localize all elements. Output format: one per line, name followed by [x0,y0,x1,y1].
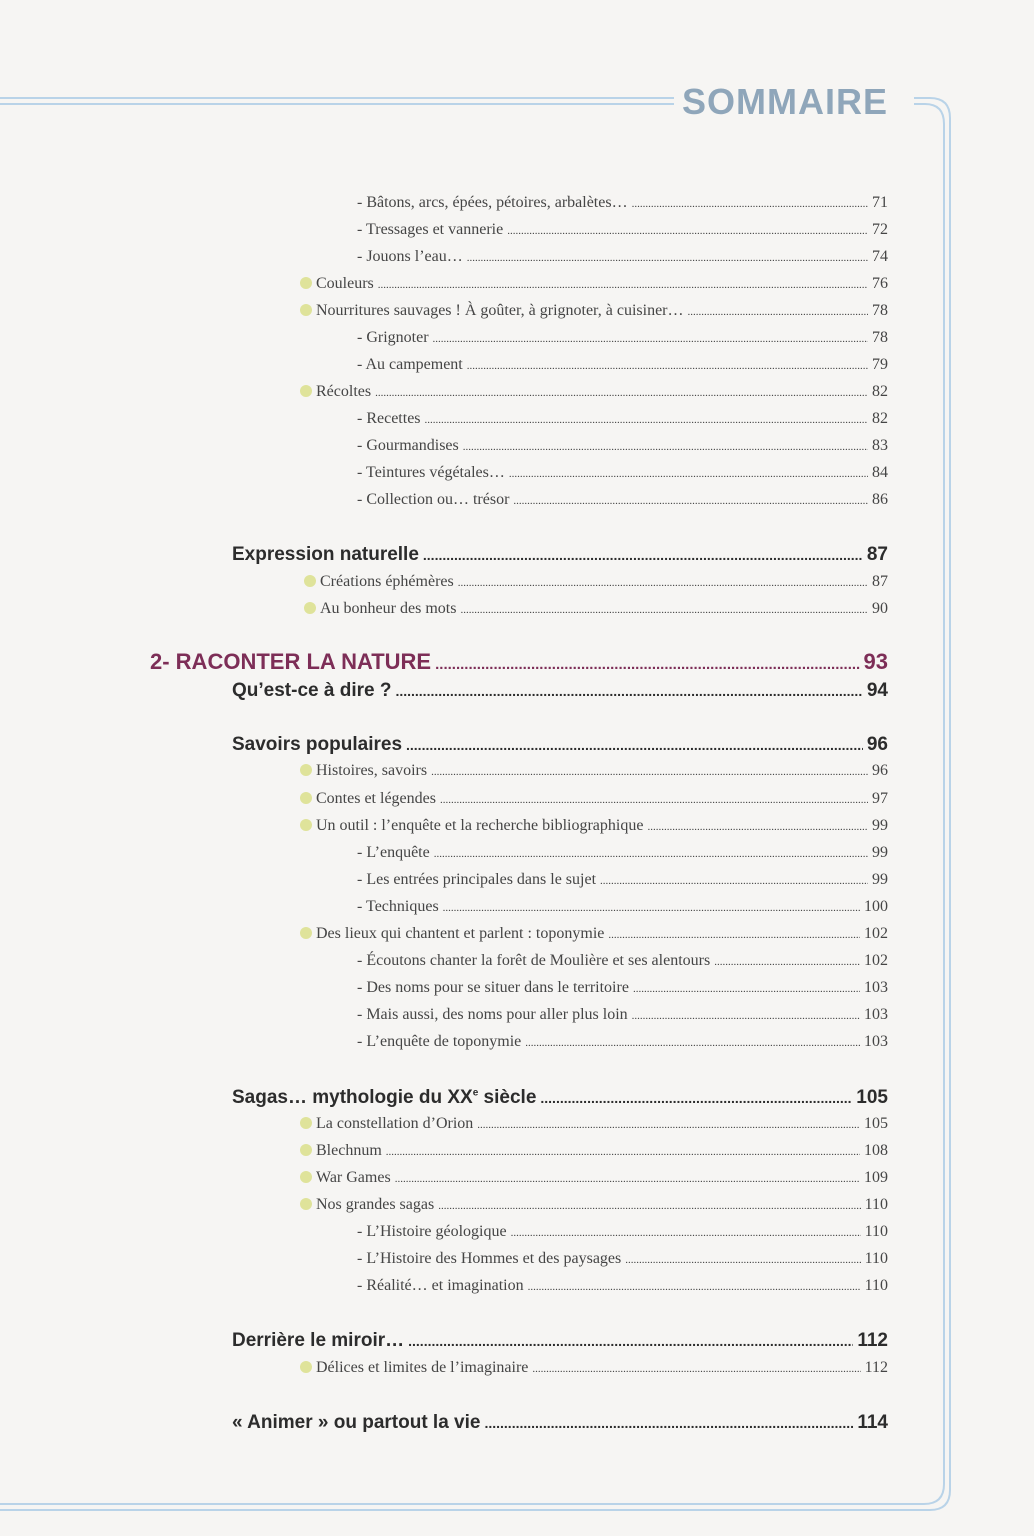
page-title: SOMMAIRE [674,82,896,122]
toc-entry-label: - L’Histoire géologique [357,1223,507,1240]
dot-leader [625,1254,860,1266]
toc-entry-page: 99 [872,871,888,888]
toc-entry-label: - Écoutons chanter la forêt de Moulière et ses alentours [357,952,711,969]
toc-entry[interactable] [357,1223,888,1241]
dot-leader [688,306,869,318]
toc-entry-page: 105 [864,1115,888,1132]
toc-entry-page: 103 [864,979,888,996]
toc-entry-page: 109 [864,1169,888,1186]
toc-entry-label: Au bonheur des mots [320,600,457,617]
toc-entry-label: - Techniques [357,898,439,915]
bullet-icon [300,385,312,397]
toc-section-label: Derrière le miroir… [232,1330,405,1351]
dot-leader [632,198,868,210]
toc-entry[interactable] [357,844,888,862]
toc-entry-page: 110 [864,1196,888,1213]
toc-entry-page: 71 [872,194,888,211]
toc-section-label: Qu’est-ce à dire ? [232,680,392,701]
toc-entry-label: Contes et légendes [316,790,436,807]
toc-entry-page: 96 [872,762,888,779]
toc-part[interactable] [150,649,888,675]
toc-entry[interactable] [357,898,888,916]
toc-section[interactable] [232,680,888,702]
toc-entry-page: 110 [864,1250,888,1267]
bullet-icon [304,575,316,587]
toc-entry-label: Nos grandes sagas [316,1196,435,1213]
dot-leader [440,794,868,806]
toc-section[interactable] [232,1412,888,1434]
toc-entry[interactable] [300,925,888,943]
toc-entry[interactable] [357,952,888,970]
toc-section-label: Savoirs populaires [232,734,403,755]
toc-entry-label: Délices et limites de l’imaginaire [316,1359,529,1376]
toc-section-page: 94 [866,680,888,701]
bullet-icon [300,304,312,316]
toc-entry[interactable] [300,275,888,293]
toc-part-page: 93 [863,649,888,674]
toc-entry-page: 79 [872,356,888,373]
toc-entry-page: 74 [872,248,888,265]
bullet-icon [300,1361,312,1373]
toc-entry-label: - Les entrées principales dans le sujet [357,871,597,888]
toc-entry-page: 87 [872,573,888,590]
bullet-icon [300,1198,312,1210]
dot-leader [507,225,868,237]
toc-entry-label: Récoltes [316,383,372,400]
toc-entry[interactable] [300,383,888,401]
toc-section-page: 96 [866,734,888,755]
toc-entry-page: 110 [864,1223,888,1240]
bullet-icon [300,927,312,939]
dot-leader [425,414,868,426]
toc-section-page: 87 [866,544,888,565]
toc-entry[interactable] [300,790,888,808]
toc-entry-page: 83 [872,437,888,454]
dot-leader [467,252,868,264]
toc-entry-page: 90 [872,600,888,617]
toc-section-page: 114 [857,1412,888,1433]
toc-entry-page: 82 [872,383,888,400]
toc-entry[interactable] [357,1277,888,1295]
toc-section[interactable] [232,1330,888,1352]
dot-leader [477,1119,860,1131]
dot-leader [386,1146,860,1158]
dot-leader [463,441,868,453]
toc-part-label: 2- RACONTER LA NATURE [150,649,432,674]
toc-entry[interactable] [357,221,888,239]
toc-section[interactable] [232,734,888,756]
toc-entry-page: 100 [864,898,888,915]
toc-entry-label: Couleurs [316,275,374,292]
toc-entry-page: 99 [872,817,888,834]
bullet-icon [300,819,312,831]
bullet-icon [304,602,316,614]
toc-entry-page: 102 [864,952,888,969]
dot-leader [434,848,868,860]
toc-entry-page: 78 [872,329,888,346]
toc-entry-label: - Tressages et vannerie [357,221,504,238]
dot-leader [435,656,859,673]
toc-entry-page: 103 [864,1033,888,1050]
bullet-icon [300,792,312,804]
toc-entry-page: 76 [872,275,888,292]
toc-entry[interactable] [300,1169,888,1187]
toc-entry[interactable] [357,1033,888,1051]
toc-entry-label: - Grignoter [357,329,429,346]
bullet-icon [300,1144,312,1156]
toc-entry-label: - Bâtons, arcs, épées, pétoires, arbalètes… [357,194,628,211]
toc-entry-label: La constellation d’Orion [316,1115,474,1132]
toc-entry[interactable] [304,600,888,618]
toc-entry-page: 86 [872,491,888,508]
dot-leader [525,1037,860,1049]
dot-leader [632,1010,860,1022]
dot-leader [406,737,863,753]
dot-leader [395,683,862,699]
toc-entry-page: 103 [864,1006,888,1023]
dot-leader [458,577,868,589]
toc-entry[interactable] [357,979,888,997]
dot-leader [467,360,868,372]
toc-entry-page: 108 [864,1142,888,1159]
toc-entry[interactable] [357,491,888,509]
toc-entry-label: Des lieux qui chantent et parlent : toponymie [316,925,605,942]
toc-entry-page: 82 [872,410,888,427]
dot-leader [647,821,868,833]
dot-leader [460,604,868,616]
bullet-icon [300,1117,312,1129]
toc-entry-label: - Mais aussi, des noms pour aller plus loin [357,1006,628,1023]
toc-section-label: Sagas… mythologie du XXe siècle [232,1087,537,1108]
toc-entry[interactable] [357,410,888,428]
toc-entry-label: Créations éphémères [320,573,454,590]
toc-entry[interactable] [300,1115,888,1133]
toc-entry[interactable] [357,329,888,347]
toc-entry[interactable] [300,762,888,780]
toc-entry-label: - Au campement [357,356,463,373]
toc-section-page: 112 [857,1330,888,1351]
dot-leader [375,387,868,399]
toc-entry-label: Histoires, savoirs [316,762,428,779]
dot-leader [509,468,868,480]
toc-entry[interactable] [357,464,888,482]
toc-entry-label: Blechnum [316,1142,382,1159]
dot-leader [528,1281,861,1293]
toc-entry-label: - Des noms pour se situer dans le territoire [357,979,629,996]
toc-entry[interactable] [300,1142,888,1160]
toc-entry-label: - Collection ou… trésor [357,491,510,508]
toc-entry-page: 112 [864,1359,888,1376]
toc-entry-page: 99 [872,844,888,861]
toc-entry[interactable] [357,437,888,455]
toc-section-label: Expression naturelle [232,544,419,565]
dot-leader [431,766,868,778]
dot-leader [600,875,868,887]
dot-leader [532,1363,860,1375]
toc-entry[interactable] [357,356,888,374]
toc-entry-label: - Teintures végétales… [357,464,505,481]
toc-section[interactable] [232,1087,888,1109]
bullet-icon [300,1171,312,1183]
dot-leader [714,956,860,968]
toc-entry-page: 102 [864,925,888,942]
dot-leader [408,1333,853,1349]
toc-entry-page: 97 [872,790,888,807]
dot-leader [423,547,863,563]
toc-entry-label: - Recettes [357,410,421,427]
dot-leader [438,1200,860,1212]
toc-entry-label: - L’enquête [357,844,430,861]
dot-leader [443,902,860,914]
toc-entry[interactable] [357,1250,888,1268]
toc-section-label: « Animer » ou partout la vie [232,1412,481,1433]
dot-leader [608,929,860,941]
toc-entry-page: 110 [864,1277,888,1294]
bullet-icon [300,277,312,289]
toc-section[interactable] [232,544,888,566]
toc-entry-label: Nourritures sauvages ! À goûter, à grignoter, à cuisiner… [316,302,684,319]
toc-entry-label: - L’enquête de toponymie [357,1033,522,1050]
dot-leader [633,983,860,995]
dot-leader [378,279,868,291]
toc-entry-label: War Games [316,1169,391,1186]
toc-entry[interactable] [357,871,888,889]
toc-entry-page: 78 [872,302,888,319]
toc-entry[interactable] [357,1006,888,1024]
dot-leader [433,333,868,345]
toc-section-page: 105 [856,1087,888,1108]
toc-entry-label: - L’Histoire des Hommes et des paysages [357,1250,622,1267]
toc-entry-page: 72 [872,221,888,238]
toc-entry-label: Un outil : l’enquête et la recherche bibliographique [316,817,644,834]
toc-entry[interactable] [357,194,888,212]
toc-entry[interactable] [300,1359,888,1377]
toc-entry-page: 84 [872,464,888,481]
dot-leader [513,495,868,507]
toc-entry[interactable] [300,302,888,320]
toc-entry-label: - Jouons l’eau… [357,248,463,265]
dot-leader [511,1227,861,1239]
toc-entry-label: - Gourmandises [357,437,459,454]
toc-entry[interactable] [304,573,888,591]
dot-leader [484,1415,853,1431]
toc-entry-label: - Réalité… et imagination [357,1277,524,1294]
bullet-icon [300,764,312,776]
toc-entry[interactable] [357,248,888,266]
dot-leader [395,1173,860,1185]
dot-leader [540,1090,852,1106]
toc-entry[interactable] [300,817,888,835]
toc-entry[interactable] [300,1196,888,1214]
